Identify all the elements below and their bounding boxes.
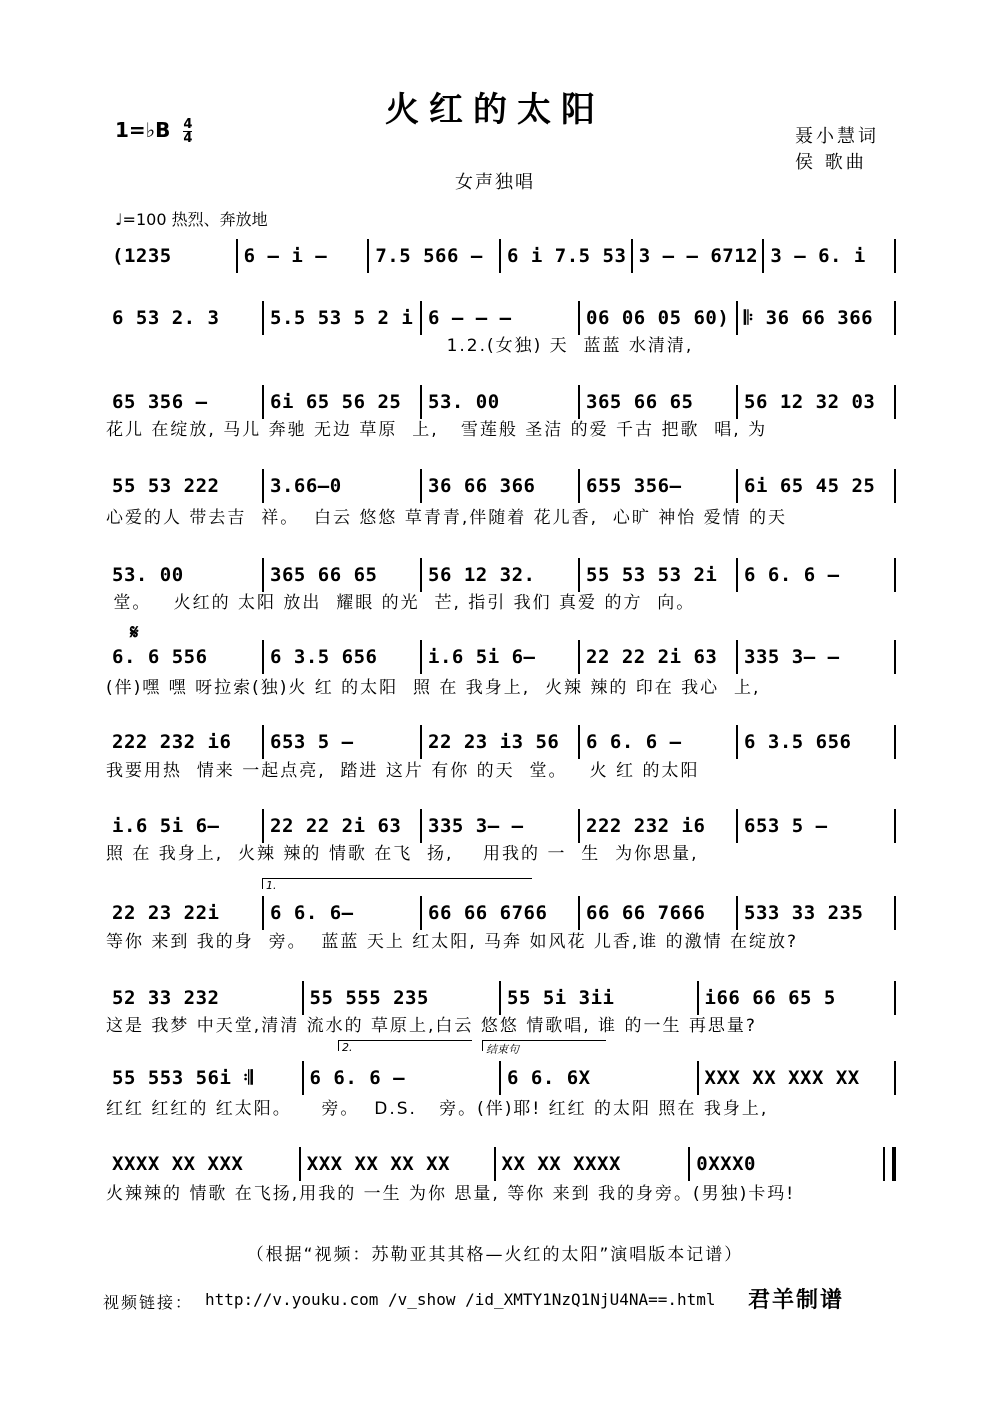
measure: 0XXX0 (696, 1153, 756, 1175)
measure: 6 6. 6 – (586, 731, 682, 753)
transcription-note: （根据“视频：苏勒亚其其格—火红的太阳”演唱版本记谱） (246, 1245, 744, 1265)
lyric-line: 火辣辣的 情歌 在飞扬,用我的 一生 为你 思量, 等你 来到 我的身旁。(男独)卡玛! (106, 1184, 796, 1204)
key-label: 1=♭B (115, 118, 171, 142)
measure: 6 3.5 656 (744, 731, 852, 753)
measure: 335 3– – (744, 646, 840, 668)
measure: 06 06 05 60) (586, 307, 730, 329)
score-row (106, 1058, 896, 1098)
score-row (106, 637, 896, 677)
score-row (106, 978, 896, 1018)
measure: 66 66 6766 (428, 902, 548, 924)
composer-credit: 侯 歌曲 (795, 152, 867, 173)
measure: 56 12 32. (428, 564, 536, 586)
score-row (106, 722, 896, 762)
volta-final-ending: 结束句 (482, 1040, 606, 1051)
lyricist-credit: 聂小慧词 (795, 126, 879, 147)
measure: XX XX XXXX (501, 1153, 621, 1175)
measure: 6i 65 56 25 (270, 391, 402, 413)
measure: 6 3.5 656 (270, 646, 378, 668)
performance-type: 女声独唱 (455, 172, 535, 193)
measure: 55 53 222 (112, 475, 220, 497)
measure: 3.66–0 (270, 475, 342, 497)
score-row (106, 236, 896, 276)
barline (894, 385, 896, 419)
tempo-marking: ♩=100 热烈、奔放地 (115, 210, 268, 229)
measure: 22 23 22i (112, 902, 220, 924)
barline (894, 896, 896, 930)
measure: 6 6. 6 – (744, 564, 840, 586)
barline (894, 558, 896, 592)
volta-first-ending: 1. (262, 878, 532, 889)
lyric-line: 照 在 我身上, 火辣 辣的 情歌 在飞 扬, 用我的 一 生 为你思量, (106, 844, 699, 864)
measure: 6 53 2. 3 (112, 307, 220, 329)
measure: 6i 65 45 25 (744, 475, 876, 497)
measure: 22 22 2i 63 (270, 815, 402, 837)
measure: 655 356– (586, 475, 682, 497)
lyric-line: 堂。 火红的 太阳 放出 耀眼 的光 芒, 指引 我们 真爱 的方 向。 (106, 593, 696, 613)
page-title: 火红的太阳 (385, 90, 605, 130)
barline (883, 1147, 896, 1181)
score-row (106, 555, 896, 595)
measure: 222 232 i6 (586, 815, 706, 837)
measure: i66 66 65 5 (704, 987, 836, 1009)
measure: 335 3– – (428, 815, 524, 837)
barline (894, 469, 896, 503)
lyric-line: 心爱的人 带去吉 祥。 白云 悠悠 草青青,伴随着 花儿香, 心旷 神怡 爱情 的天 (106, 508, 788, 528)
measure: (1235 (112, 245, 172, 267)
lyric-line: 我要用热 情来 一起点亮, 踏进 这片 有你 的天 堂。 火 红 的太阳 (106, 761, 700, 781)
measure: 22 23 i3 56 (428, 731, 560, 753)
score-row (106, 893, 896, 933)
measure: 56 12 32 03 (744, 391, 876, 413)
lyric-line: 1.2.(女独) 天 蓝蓝 水清清, (106, 336, 694, 356)
measure: 365 66 65 (270, 564, 378, 586)
measure: 653 5 – (744, 815, 828, 837)
measure: 365 66 65 (586, 391, 694, 413)
barline (894, 640, 896, 674)
measure: 6 6. 6 – (309, 1067, 406, 1089)
measure: 55 53 53 2i (586, 564, 718, 586)
measure: 6 – i – (243, 245, 328, 267)
measure: 222 232 i6 (112, 731, 232, 753)
measure: 6 6. 6X (507, 1067, 591, 1089)
measure: 36 66 366 (428, 475, 536, 497)
measure: 3 – – 6712 (638, 245, 759, 267)
measure: XXXX XX XXX (112, 1153, 244, 1175)
lyric-line: 等你 来到 我的身 旁。 蓝蓝 天上 红太阳, 马奔 如风花 儿香,谁 的激情 在绽放? (106, 932, 799, 952)
score-row (106, 298, 896, 338)
measure: 22 22 2i 63 (586, 646, 718, 668)
measure: 55 5i 3ii (507, 987, 615, 1009)
barline (894, 725, 896, 759)
barline (894, 301, 896, 335)
score-row (106, 1144, 896, 1184)
measure: XXX XX XXX XX (704, 1067, 860, 1089)
volta-second-ending: 2. (338, 1040, 472, 1051)
time-top: 4 (183, 117, 193, 132)
barline (894, 239, 896, 273)
score-row (106, 806, 896, 846)
video-link-label: 视频链接： (103, 1293, 194, 1312)
barline (894, 1061, 896, 1095)
lyric-line: (伴)嘿 嘿 呀拉索(独)火 红 的太阳 照 在 我身上, 火辣 辣的 印在 我心 上, (106, 678, 761, 698)
transcriber-signature: 君羊制谱 (748, 1287, 845, 1313)
lyric-line: 花儿 在绽放, 马儿 奔驰 无边 草原 上, 雪莲般 圣洁 的爱 千古 把歌 唱, 为 (106, 420, 768, 440)
measure: 65 356 – (112, 391, 208, 413)
measure: 66 66 7666 (586, 902, 706, 924)
measure: 5.5 53 5 2 i (270, 307, 414, 329)
measure: 6. 6 556 (112, 646, 208, 668)
measure: i.6 5i 6– (112, 815, 220, 837)
measure: 52 33 232 (112, 987, 220, 1009)
measure: 7.5 566 – (375, 245, 483, 267)
video-link[interactable]: http://v.youku.com /v_show /id_XMTY1NzQ1NjU4NA==.html (205, 1290, 716, 1309)
score-row (106, 382, 896, 422)
segno-sign: 𝄋 (130, 620, 139, 644)
measure: 55 555 235 (309, 987, 429, 1009)
measure: 6 – – – (428, 307, 512, 329)
measure: XXX XX XX XX (306, 1153, 451, 1175)
measure: 53. 00 (112, 564, 184, 586)
measure: 𝄆 36 66 366 (744, 307, 874, 329)
measure: 6 6. 6– (270, 902, 354, 924)
time-bottom: 4 (183, 131, 193, 146)
lyric-line: 红红 红红的 红太阳。 旁。 D.S. 旁。(伴)耶! 红红 的太阳 照在 我身上, (106, 1099, 769, 1119)
time-signature (183, 118, 192, 145)
measure: 533 33 235 (744, 902, 864, 924)
key-signature (115, 118, 192, 145)
measure: 6 i 7.5 53 (507, 245, 627, 267)
measure: 55 553 56i 𝄇 (112, 1067, 254, 1089)
measure: i.6 5i 6– (428, 646, 536, 668)
barline (894, 981, 896, 1015)
lyric-line: 这是 我梦 中天堂,清清 流水的 草原上,白云 悠悠 情歌唱, 谁 的一生 再思量? (106, 1016, 757, 1036)
measure: 53. 00 (428, 391, 500, 413)
measure: 3 – 6. i (770, 245, 866, 267)
barline (894, 809, 896, 843)
measure: 653 5 – (270, 731, 354, 753)
score-row (106, 466, 896, 506)
